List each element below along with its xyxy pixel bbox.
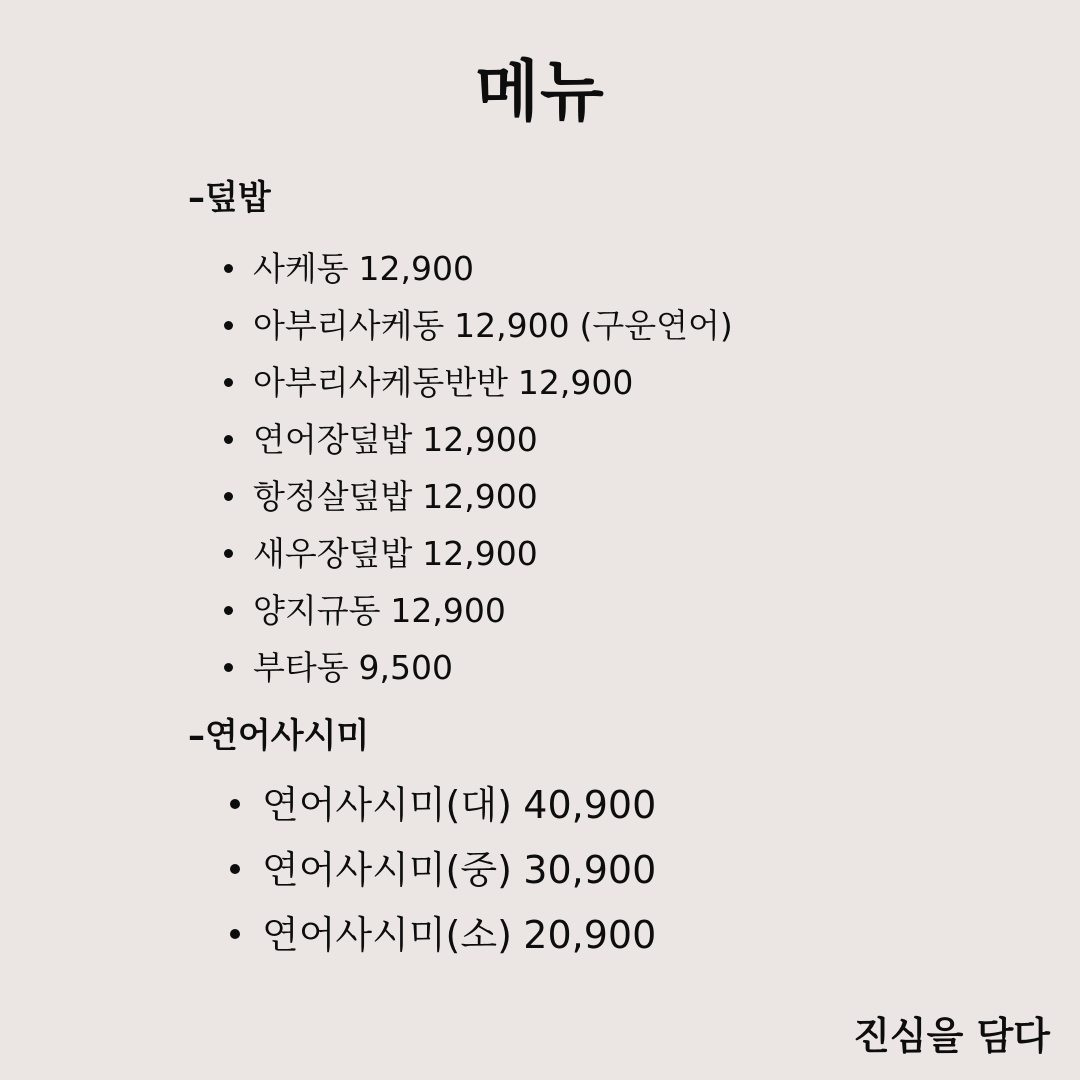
list-item [226,775,656,840]
list-item [220,472,733,529]
section-heading-rice-bowls: –덮밥 [188,178,271,218]
item-name: 항정살덮밥 [253,477,413,516]
list-item [220,643,733,700]
item-price: 12,900 [358,249,474,288]
item-price: 12,900 [422,477,538,516]
item-name: 연어사시미(소) [262,913,512,957]
item-price: 30,900 [523,848,657,892]
item-name: 사케동 [253,249,349,288]
list-item [226,905,656,970]
list-item [220,415,733,472]
item-price: 20,900 [523,913,657,957]
list-item [220,358,733,415]
footer-slogan: 진심을 담다 [853,1014,1050,1058]
list-item [220,301,733,358]
item-price: 9,500 [358,648,454,687]
rice-bowl-list [220,244,733,700]
item-price: 12,900 [517,363,634,402]
list-item [220,586,733,643]
sashimi-list [226,775,656,970]
item-name: 아부리사케동반반 [253,363,509,402]
item-name: 아부리사케동 [253,306,445,345]
item-price: 40,900 [523,783,657,827]
item-name: 양지규동 [253,591,381,630]
item-name: 연어장덮밥 [253,420,413,459]
list-item [226,840,656,905]
item-name: 새우장덮밥 [253,534,413,573]
item-note: (구운연어) [579,306,733,345]
list-item [220,244,733,301]
section-heading-salmon-sashimi: –연어사시미 [188,716,370,756]
list-item [220,529,733,586]
item-name: 연어사시미(대) [262,783,512,827]
item-name: 연어사시미(중) [262,848,512,892]
item-price: 12,900 [422,420,538,459]
menu-title: 메뉴 [475,53,605,130]
item-name: 부타동 [253,648,349,687]
item-price: 12,900 [422,534,538,573]
item-price: 12,900 [454,306,570,345]
item-price: 12,900 [390,591,506,630]
